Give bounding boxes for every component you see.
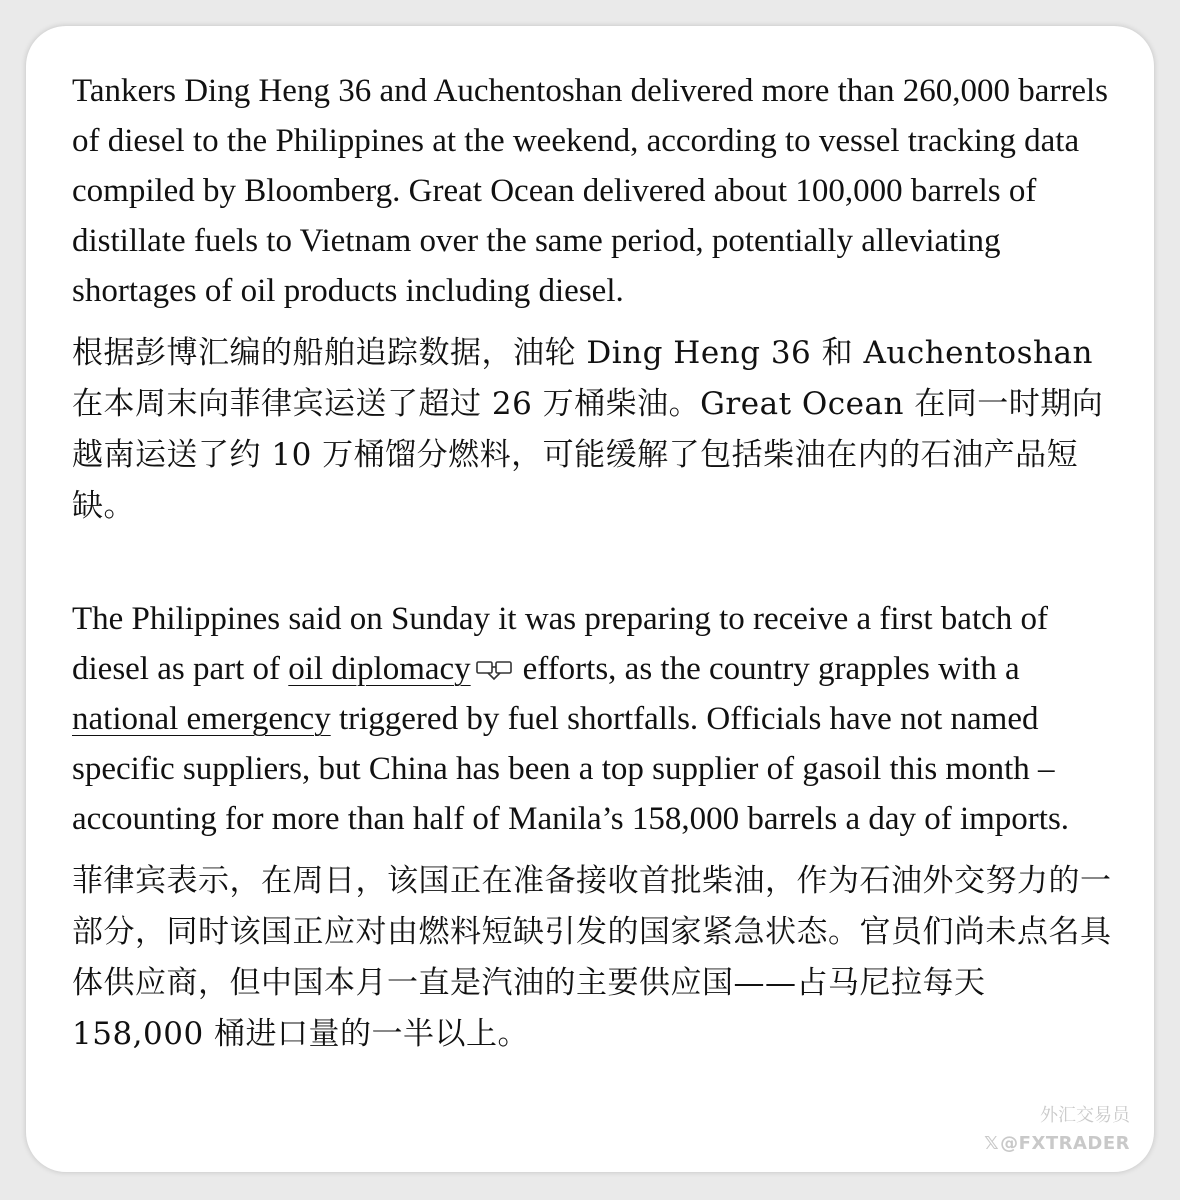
paragraph-1-english: Tankers Ding Heng 36 and Auchentoshan delivered more than 260,000 barrels of diesel to the Philippines at the weekend, according to vessel tracking data compiled by Bloomberg. Great Ocean delivered about 100,000 barrels of distillate fuels to Vietnam over the same period, potentially alleviating shortages of oil products including diesel. xyxy=(72,73,1108,309)
watermark xyxy=(984,1102,1130,1158)
watermark-handle: @FXTRADER xyxy=(1000,1133,1130,1154)
paragraph-2-chinese: 菲律宾表示，在周日，该国正在准备接收首批柴油，作为石油外交努力的一部分，同时该国正应对由燃料短缺引发的国家紧急状态。官员们尚未点名具体供应商，但中国本月一直是汽油的主要供应国——占马尼拉每天 158,000 桶进口量的一半以上。 xyxy=(72,863,1112,1052)
paragraph-1-chinese: 根据彭博汇编的船舶追踪数据，油轮 Ding Heng 36 和 Auchentoshan 在本周末向菲律宾运送了超过 26 万桶柴油。Great Ocean 在同一时期向越南运送了约 10 万桶馏分燃料，可能缓解了包括柴油在内的石油产品短缺。 xyxy=(72,335,1104,524)
oil-diplomacy-link[interactable]: oil diplomacy xyxy=(288,651,471,687)
book-icon[interactable] xyxy=(475,659,513,683)
x-logo-icon: 𝕏 xyxy=(984,1133,1000,1154)
national-emergency-link[interactable]: national emergency xyxy=(72,701,331,737)
watermark-handle-row xyxy=(984,1130,1130,1158)
paragraph-2-text-b: efforts, as the country grapples with a xyxy=(522,651,1020,687)
watermark-title: 外汇交易员 xyxy=(1040,1105,1130,1126)
article-card xyxy=(26,26,1154,1172)
article-body xyxy=(72,66,1112,1060)
paragraph-2-text-a: The Philippines said on Sunday it was preparing to receive a first batch of diesel as part of xyxy=(72,601,1048,687)
paragraph-2-text-c: triggered by fuel shortfalls. Officials have not named specific suppliers, but China has been a top supplier of gasoil this month – accounting for more than half of Manila’s 158,000 barrels a day of imports. xyxy=(72,701,1070,837)
paragraph-2-english xyxy=(72,594,1112,844)
